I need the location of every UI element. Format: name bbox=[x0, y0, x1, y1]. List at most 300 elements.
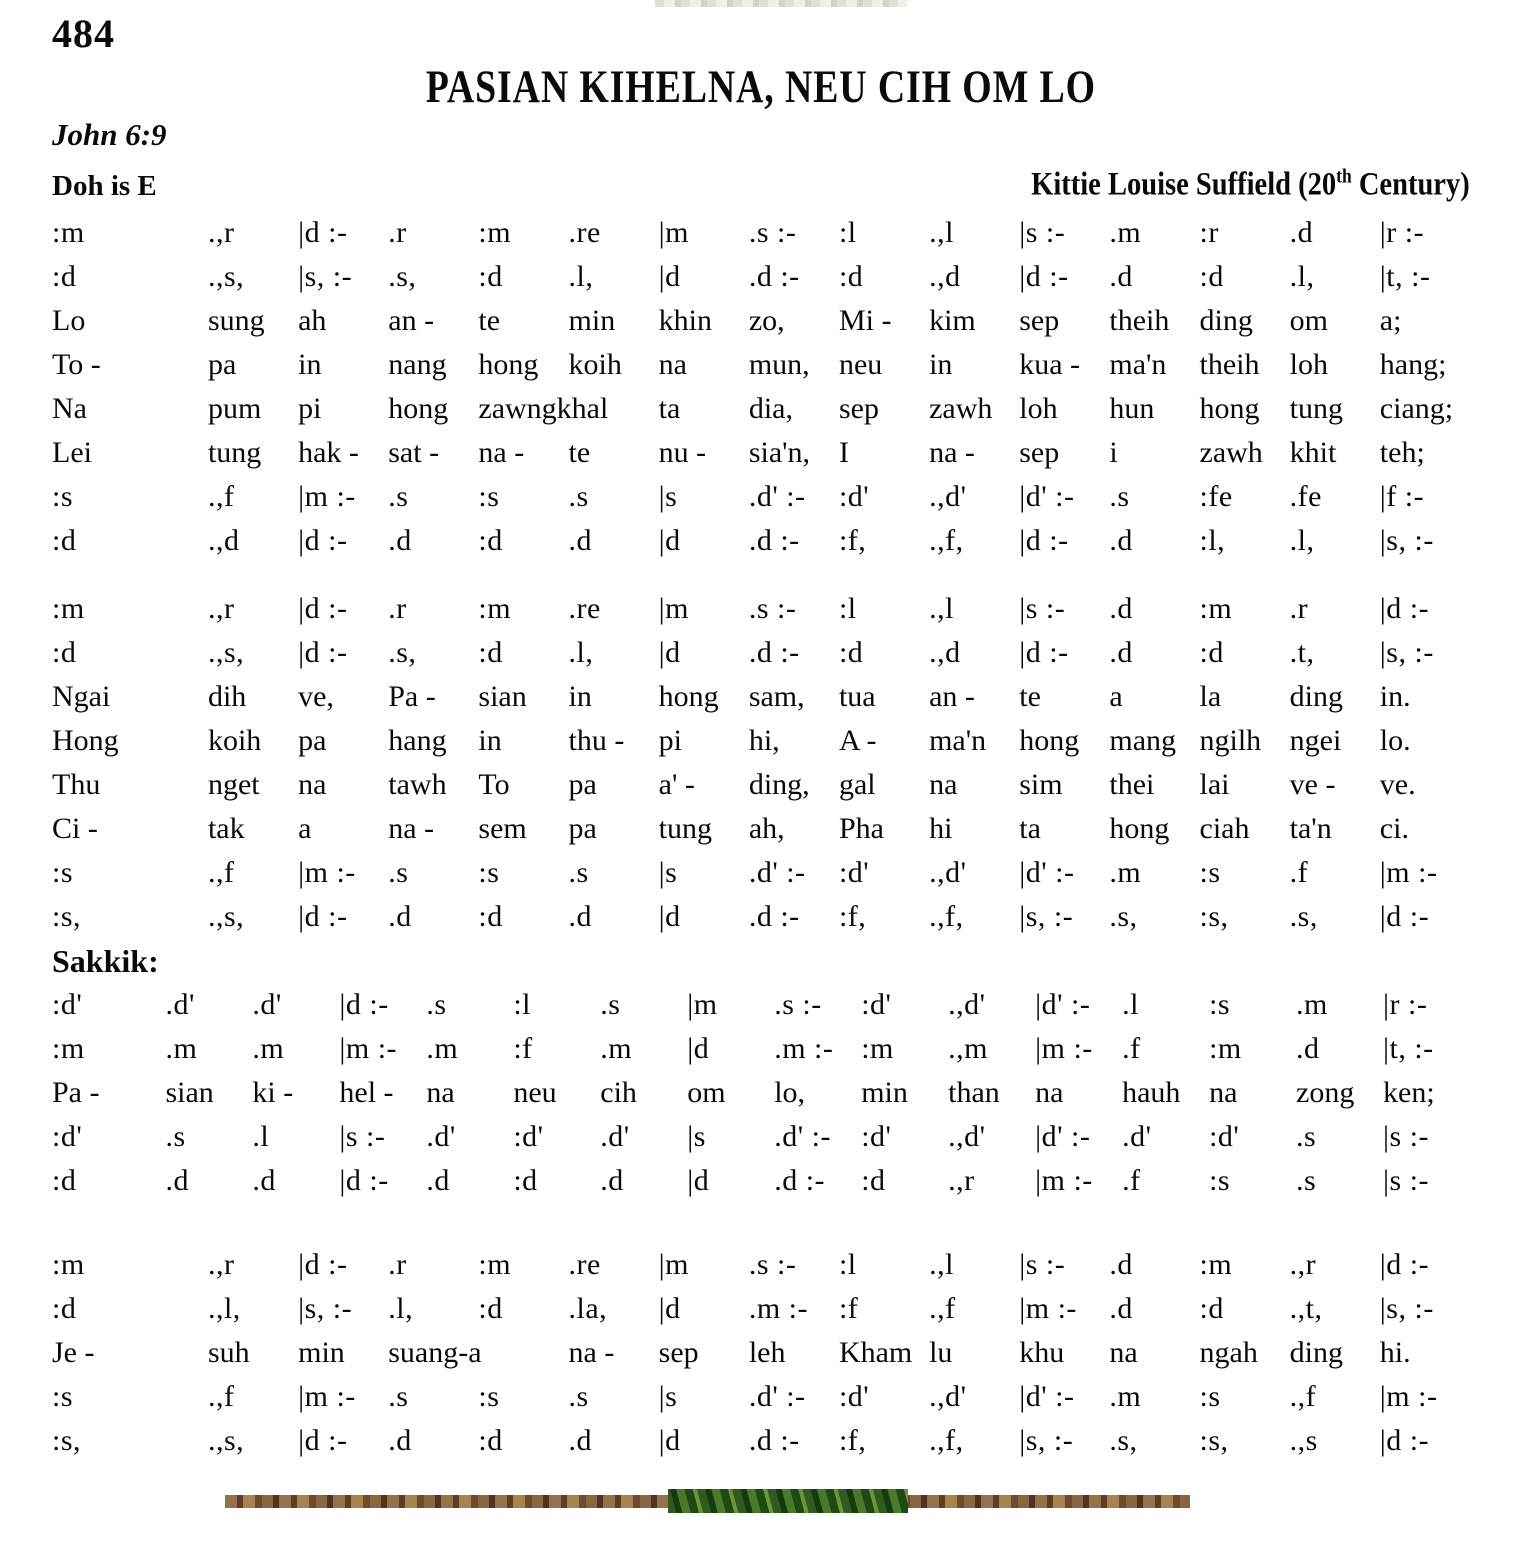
solfa-token: .s bbox=[568, 480, 589, 513]
lyric-syllable: Lei bbox=[52, 436, 92, 469]
solfa-token: |m bbox=[658, 216, 690, 249]
solfa-token: .,s, bbox=[207, 900, 245, 933]
lyric-syllable: an - bbox=[929, 680, 975, 713]
lyric-syllable: loh bbox=[1289, 348, 1328, 381]
solfa-token: .,s, bbox=[207, 1424, 245, 1457]
solfa-token: :fe bbox=[1199, 480, 1233, 513]
lyric-syllable: na - bbox=[388, 812, 435, 845]
solfa-token: |m :- bbox=[1379, 1380, 1438, 1413]
solfa-token: .,l, bbox=[207, 1292, 241, 1325]
lyric-syllable: na bbox=[658, 348, 687, 381]
lyric-syllable: sep bbox=[658, 1336, 699, 1369]
solfa-token: :l bbox=[513, 988, 531, 1021]
lyric-syllable: mun, bbox=[748, 348, 810, 381]
lyric-syllable: khin bbox=[658, 304, 713, 337]
solfa-token: .re bbox=[568, 216, 601, 249]
key-author-line bbox=[52, 161, 1470, 203]
solfa-token: |s bbox=[658, 856, 678, 889]
solfa-token: |s :- bbox=[339, 1120, 386, 1153]
solfa-token: |d :- bbox=[298, 636, 348, 669]
solfa-token: :m bbox=[1199, 592, 1233, 625]
lyric-syllable: hak - bbox=[298, 436, 359, 469]
lyric-syllable: pa bbox=[568, 768, 597, 801]
solfa-token: |d :- bbox=[1379, 900, 1430, 933]
title-line bbox=[52, 63, 1470, 115]
lyric-syllable: na bbox=[1209, 1076, 1238, 1109]
lyric-syllable: te bbox=[568, 436, 591, 469]
solfa-token: .m bbox=[600, 1032, 633, 1065]
solfa-token: |m bbox=[687, 988, 718, 1021]
solfa-token: :d bbox=[52, 1164, 77, 1197]
solfa-token: |d :- bbox=[1019, 524, 1069, 557]
lyric-syllable: Ci - bbox=[52, 812, 98, 845]
solfa-token: .s bbox=[426, 988, 447, 1021]
solfa-token: .s bbox=[1109, 480, 1130, 513]
lyric-syllable: ding, bbox=[748, 768, 810, 801]
lyric-syllable: ma'n bbox=[1109, 348, 1167, 381]
solfa-token: .,d' bbox=[948, 1120, 986, 1153]
lyric-syllable: in bbox=[568, 680, 592, 713]
solfa-token: :d bbox=[1199, 260, 1224, 293]
solfa-token: .d bbox=[388, 1424, 412, 1457]
solfa-token: |d :- bbox=[339, 988, 389, 1021]
score-row-solfa bbox=[52, 255, 1470, 299]
lyric-syllable: mang bbox=[1109, 724, 1177, 757]
solfa-token: .s bbox=[388, 1380, 409, 1413]
solfa-token: |d' :- bbox=[1019, 480, 1075, 513]
solfa-token: |r :- bbox=[1383, 988, 1428, 1021]
solfa-token: :s bbox=[478, 480, 500, 513]
lyric-syllable: thei bbox=[1109, 768, 1155, 801]
score-row-lyric bbox=[52, 299, 1470, 343]
solfa-token: |s :- bbox=[1019, 1248, 1066, 1281]
lyric-syllable: na bbox=[426, 1076, 455, 1109]
solfa-token: |s, :- bbox=[1379, 1292, 1434, 1325]
lyric-syllable: ciah bbox=[1199, 812, 1250, 845]
solfa-token: :m bbox=[52, 592, 85, 625]
lyric-syllable: khit bbox=[1289, 436, 1337, 469]
solfa-token: .d bbox=[568, 900, 593, 933]
lyric-syllable: thu - bbox=[568, 724, 625, 757]
lyric-syllable: pa bbox=[207, 348, 237, 381]
lyric-syllable: koih bbox=[207, 724, 262, 757]
score-row-solfa bbox=[52, 1115, 1470, 1159]
solfa-token: :d' bbox=[838, 480, 870, 513]
solfa-token: .d' :- bbox=[748, 480, 806, 513]
solfa-token: |d' :- bbox=[1035, 988, 1091, 1021]
lyric-syllable: zo, bbox=[748, 304, 785, 337]
solfa-token: .re bbox=[568, 592, 601, 625]
lyric-syllable: te bbox=[1019, 680, 1041, 713]
solfa-token: .,f bbox=[207, 856, 235, 889]
lyric-syllable: in bbox=[298, 348, 322, 381]
lyric-syllable: hong bbox=[1019, 724, 1080, 757]
solfa-token: |d :- bbox=[298, 1248, 348, 1281]
lyric-syllable: Na bbox=[52, 392, 87, 425]
solfa-token: :f, bbox=[838, 1424, 867, 1457]
solfa-token: |m :- bbox=[298, 856, 356, 889]
solfa-token: .,d bbox=[207, 524, 240, 557]
lyric-syllable: pa bbox=[298, 724, 327, 757]
lyric-syllable: a; bbox=[1379, 304, 1402, 337]
score-row-lyric bbox=[52, 719, 1470, 763]
lyric-syllable: neu bbox=[838, 348, 883, 381]
lyric-syllable: ding bbox=[1199, 304, 1253, 337]
lyric-syllable: lo, bbox=[774, 1076, 806, 1109]
lyric-syllable: an - bbox=[388, 304, 435, 337]
solfa-token: .l, bbox=[568, 260, 594, 293]
solfa-token: |f :- bbox=[1379, 480, 1425, 513]
solfa-token: :s bbox=[1209, 988, 1231, 1021]
solfa-token: |s, :- bbox=[1019, 900, 1074, 933]
score-row-solfa bbox=[52, 1419, 1470, 1463]
lyric-syllable: koih bbox=[568, 348, 622, 381]
solfa-token: .d' bbox=[165, 988, 195, 1021]
solfa-token: :s bbox=[478, 1380, 500, 1413]
solfa-token: :d bbox=[478, 524, 503, 557]
lyric-syllable: theih bbox=[1109, 304, 1170, 337]
lyric-syllable: in. bbox=[1379, 680, 1411, 713]
lyric-syllable: in bbox=[929, 348, 953, 381]
solfa-token: |s, :- bbox=[1379, 636, 1434, 669]
score-row-solfa bbox=[52, 211, 1470, 255]
solfa-token: .s :- bbox=[748, 216, 797, 249]
lyric-syllable: ta bbox=[1019, 812, 1041, 845]
solfa-token: .d bbox=[1289, 216, 1314, 249]
lyric-syllable: na bbox=[929, 768, 958, 801]
lyric-syllable: pi bbox=[658, 724, 683, 757]
lyric-syllable: te bbox=[478, 304, 501, 337]
solfa-token: |d bbox=[658, 1292, 681, 1325]
lyric-syllable: ngei bbox=[1289, 724, 1342, 757]
solfa-token: .m bbox=[1296, 988, 1328, 1021]
lyric-syllable: pa bbox=[568, 812, 597, 845]
solfa-token: .,t, bbox=[1289, 1292, 1323, 1325]
lyric-syllable: hang; bbox=[1379, 348, 1447, 381]
score-row-lyric bbox=[52, 387, 1470, 431]
solfa-token: :s bbox=[478, 856, 500, 889]
solfa-token: :r bbox=[1199, 216, 1219, 249]
lyric-syllable: Mi - bbox=[838, 304, 892, 337]
solfa-token: .d bbox=[568, 1424, 593, 1457]
lyric-syllable: zawh bbox=[1199, 436, 1263, 469]
solfa-token: .r bbox=[1289, 592, 1309, 625]
lyric-syllable: Kham bbox=[838, 1336, 913, 1369]
lyric-syllable: cih bbox=[600, 1076, 637, 1109]
lyric-syllable: in bbox=[478, 724, 502, 757]
solfa-token: |s bbox=[687, 1120, 706, 1153]
solfa-token: .,l bbox=[929, 592, 954, 625]
solfa-token: |d :- bbox=[298, 524, 348, 557]
solfa-token: :d bbox=[478, 636, 503, 669]
lyric-syllable: I bbox=[838, 436, 849, 469]
lyric-syllable: suh bbox=[207, 1336, 250, 1369]
solfa-token: .s :- bbox=[748, 592, 797, 625]
lyric-syllable: tung bbox=[1289, 392, 1343, 425]
solfa-token: .,d' bbox=[929, 480, 967, 513]
solfa-token: .s :- bbox=[748, 1248, 797, 1281]
solfa-token: .m bbox=[165, 1032, 198, 1065]
solfa-token: .d bbox=[600, 1164, 624, 1197]
solfa-token: |s, :- bbox=[1019, 1424, 1074, 1457]
solfa-token: :l bbox=[838, 216, 857, 249]
solfa-token: .s, bbox=[388, 636, 417, 669]
solfa-token: |d :- bbox=[298, 216, 348, 249]
solfa-token: .d bbox=[568, 524, 593, 557]
solfa-token: :s bbox=[52, 480, 74, 513]
solfa-token: .,f bbox=[207, 480, 235, 513]
solfa-token: .d bbox=[388, 900, 412, 933]
lyric-syllable: min bbox=[298, 1336, 345, 1369]
solfa-token: |d bbox=[658, 260, 681, 293]
lyric-syllable: zong bbox=[1296, 1076, 1355, 1109]
solfa-token: .,l bbox=[929, 216, 954, 249]
lyric-syllable: a bbox=[1109, 680, 1123, 713]
lyric-syllable: neu bbox=[513, 1076, 557, 1109]
solfa-token: :s, bbox=[52, 900, 82, 933]
score-block-chorus-2 bbox=[52, 1243, 1470, 1463]
lyric-syllable: To bbox=[478, 768, 510, 801]
lyric-syllable: tua bbox=[838, 680, 876, 713]
decorative-border-green-patch bbox=[668, 1489, 908, 1513]
solfa-token: :d' bbox=[513, 1120, 544, 1153]
solfa-token: .,f bbox=[207, 1380, 235, 1413]
solfa-token: :s, bbox=[1199, 900, 1229, 933]
lyric-syllable: gal bbox=[838, 768, 876, 801]
lyric-syllable: sep bbox=[1019, 304, 1060, 337]
solfa-token: :m bbox=[1199, 1248, 1233, 1281]
lyric-syllable: min bbox=[568, 304, 616, 337]
solfa-token: .,f, bbox=[929, 524, 964, 557]
solfa-token: .d bbox=[1296, 1032, 1320, 1065]
solfa-token: :s, bbox=[1199, 1424, 1229, 1457]
lyric-syllable: hong bbox=[1199, 392, 1260, 425]
solfa-token: .,d' bbox=[929, 1380, 967, 1413]
lyric-syllable: hi bbox=[929, 812, 953, 845]
solfa-token: .s, bbox=[1109, 900, 1138, 933]
lyric-syllable: nget bbox=[207, 768, 260, 801]
solfa-token: |s :- bbox=[1019, 216, 1066, 249]
solfa-token: :f bbox=[513, 1032, 533, 1065]
solfa-token: .d bbox=[1109, 636, 1133, 669]
lyric-syllable: hong bbox=[658, 680, 719, 713]
solfa-token: :d bbox=[1199, 1292, 1224, 1325]
solfa-token: |s :- bbox=[1019, 592, 1066, 625]
lyric-syllable: Je - bbox=[52, 1336, 95, 1369]
solfa-token: .m bbox=[426, 1032, 459, 1065]
score-row-lyric bbox=[52, 1071, 1470, 1115]
lyric-syllable: pi bbox=[298, 392, 322, 425]
solfa-token: :s bbox=[1199, 1380, 1221, 1413]
lyric-syllable: na - bbox=[568, 1336, 615, 1369]
top-scan-artifact-strip bbox=[655, 0, 907, 7]
solfa-token: .m bbox=[1109, 216, 1142, 249]
scripture-reference: John 6:9 bbox=[52, 117, 167, 152]
solfa-token: .d bbox=[1109, 1248, 1133, 1281]
lyric-syllable: ta'n bbox=[1289, 812, 1332, 845]
lyric-syllable: ah, bbox=[748, 812, 785, 845]
solfa-token: |d :- bbox=[1379, 1248, 1430, 1281]
score-row-lyric bbox=[52, 343, 1470, 387]
lyric-syllable: kua - bbox=[1019, 348, 1081, 381]
solfa-token: |d :- bbox=[1379, 592, 1430, 625]
lyric-syllable: ding bbox=[1289, 1336, 1343, 1369]
lyric-syllable: sep bbox=[1019, 436, 1060, 469]
lyric-syllable: leh bbox=[748, 1336, 786, 1369]
lyric-syllable: ve - bbox=[1289, 768, 1336, 801]
solfa-token: |s bbox=[658, 1380, 678, 1413]
lyric-syllable: tung bbox=[658, 812, 713, 845]
lyric-syllable: Pa - bbox=[388, 680, 436, 713]
lyric-syllable: sem bbox=[478, 812, 527, 845]
solfa-token: .d bbox=[1109, 524, 1133, 557]
lyric-syllable: khu bbox=[1019, 1336, 1065, 1369]
lyric-syllable: ken; bbox=[1383, 1076, 1435, 1109]
lyric-syllable: sep bbox=[838, 392, 879, 425]
solfa-token: :s, bbox=[52, 1424, 82, 1457]
author-credit bbox=[1031, 165, 1470, 203]
solfa-token: :d' bbox=[52, 988, 83, 1021]
solfa-token: |s, :- bbox=[298, 260, 353, 293]
solfa-token: :l bbox=[838, 592, 857, 625]
lyric-syllable: lo. bbox=[1379, 724, 1411, 757]
solfa-token: |m :- bbox=[298, 480, 356, 513]
hymn-title: PASIAN KIHELNA, NEU CIH OM LO bbox=[425, 62, 1097, 113]
lyric-syllable: To - bbox=[52, 348, 101, 381]
decorative-border bbox=[225, 1489, 1190, 1513]
solfa-token: |m bbox=[658, 592, 690, 625]
solfa-token: .,r bbox=[207, 592, 235, 625]
solfa-token: :s bbox=[52, 1380, 74, 1413]
solfa-token: .l, bbox=[568, 636, 594, 669]
lyric-syllable: sia'n, bbox=[748, 436, 811, 469]
lyric-syllable: sung bbox=[207, 304, 265, 337]
lyric-syllable: ta bbox=[658, 392, 681, 425]
score-row-lyric bbox=[52, 675, 1470, 719]
lyric-syllable: hong bbox=[478, 348, 539, 381]
solfa-token: |d' :- bbox=[1019, 856, 1075, 889]
score-row-solfa bbox=[52, 1243, 1470, 1287]
solfa-token: .,r bbox=[207, 1248, 235, 1281]
solfa-token: |m :- bbox=[1019, 1292, 1077, 1325]
lyric-syllable: hauh bbox=[1122, 1076, 1181, 1109]
solfa-token: .d' bbox=[426, 1120, 456, 1153]
solfa-token: .s bbox=[568, 856, 589, 889]
lyric-syllable: hang bbox=[388, 724, 447, 757]
score-row-lyric bbox=[52, 1331, 1470, 1375]
solfa-token: :d bbox=[52, 636, 77, 669]
solfa-token: |d bbox=[687, 1032, 710, 1065]
lyric-syllable: na - bbox=[929, 436, 975, 469]
solfa-token: |d :- bbox=[298, 1424, 348, 1457]
score-row-solfa bbox=[52, 851, 1470, 895]
lyric-syllable: ngah bbox=[1199, 1336, 1258, 1369]
solfa-token: .,r bbox=[948, 1164, 975, 1197]
solfa-token: .,s, bbox=[207, 636, 245, 669]
chorus-label: Sakkik: bbox=[52, 943, 159, 979]
score-row-solfa bbox=[52, 631, 1470, 675]
lyric-syllable: dia, bbox=[748, 392, 793, 425]
solfa-token: .f bbox=[1122, 1032, 1141, 1065]
solfa-token: |d bbox=[658, 1424, 681, 1457]
lyric-syllable: na bbox=[298, 768, 327, 801]
solfa-token: .d bbox=[426, 1164, 450, 1197]
lyric-syllable: sat - bbox=[388, 436, 440, 469]
solfa-token: |d' :- bbox=[1019, 1380, 1075, 1413]
solfa-token: .,d' bbox=[948, 988, 986, 1021]
lyric-syllable: a bbox=[298, 812, 312, 845]
lyric-syllable: hun bbox=[1109, 392, 1155, 425]
lyric-syllable: ciang; bbox=[1379, 392, 1454, 425]
lyric-syllable: ah bbox=[298, 304, 327, 337]
solfa-token: .r bbox=[388, 1248, 407, 1281]
author-suffix: Century) bbox=[1351, 165, 1470, 202]
score-row-solfa bbox=[52, 1375, 1470, 1419]
solfa-token: .m bbox=[1109, 856, 1142, 889]
score-block-verse-2 bbox=[52, 587, 1470, 939]
solfa-token: .s bbox=[165, 1120, 186, 1153]
score-row-lyric bbox=[52, 431, 1470, 475]
solfa-token: :d bbox=[52, 1292, 77, 1325]
solfa-token: .s bbox=[600, 988, 621, 1021]
solfa-token: :m bbox=[52, 1248, 85, 1281]
page-number: 484 bbox=[52, 11, 115, 56]
solfa-token: .s bbox=[1296, 1120, 1317, 1153]
lyric-syllable: zawh bbox=[929, 392, 993, 425]
solfa-token: :l bbox=[838, 1248, 857, 1281]
solfa-token: .,f bbox=[1289, 1380, 1317, 1413]
solfa-token: :d' bbox=[861, 988, 892, 1021]
score-row-lyric bbox=[52, 807, 1470, 851]
solfa-token: .m :- bbox=[748, 1292, 808, 1325]
lyric-syllable: ding bbox=[1289, 680, 1343, 713]
solfa-token: .d bbox=[165, 1164, 189, 1197]
solfa-token: .t, bbox=[1289, 636, 1315, 669]
author-name: Kittie Louise Suffield (20 bbox=[1031, 165, 1337, 202]
solfa-token: .,r bbox=[207, 216, 235, 249]
solfa-token: .l, bbox=[388, 1292, 414, 1325]
score-row-solfa bbox=[52, 1159, 1470, 1203]
lyric-syllable: zawngkhal bbox=[478, 392, 609, 425]
solfa-token: :d bbox=[478, 260, 503, 293]
lyric-syllable: lai bbox=[1199, 768, 1230, 801]
solfa-token: .s, bbox=[388, 260, 417, 293]
lyric-syllable: sam, bbox=[748, 680, 805, 713]
solfa-token: :m bbox=[861, 1032, 894, 1065]
lyric-syllable: hong bbox=[388, 392, 449, 425]
solfa-token: :d bbox=[478, 1424, 503, 1457]
score-row-lyric bbox=[52, 763, 1470, 807]
solfa-token: |t, :- bbox=[1383, 1032, 1434, 1065]
solfa-token: .r bbox=[388, 216, 407, 249]
solfa-token: .s bbox=[1296, 1164, 1317, 1197]
solfa-token: |s bbox=[658, 480, 678, 513]
lyric-syllable: kim bbox=[929, 304, 976, 337]
solfa-token: .d' :- bbox=[748, 856, 806, 889]
solfa-token: :d' bbox=[838, 856, 870, 889]
solfa-token: .d' bbox=[252, 988, 282, 1021]
solfa-token: |d bbox=[658, 524, 681, 557]
lyric-syllable: nu - bbox=[658, 436, 707, 469]
solfa-token: :d bbox=[1199, 636, 1224, 669]
solfa-token: .l bbox=[1122, 988, 1139, 1021]
solfa-token: .l, bbox=[1289, 260, 1315, 293]
lyric-syllable: om bbox=[687, 1076, 726, 1109]
solfa-token: .d bbox=[1109, 1292, 1133, 1325]
score-row-solfa bbox=[52, 1287, 1470, 1331]
lyric-syllable: ve. bbox=[1379, 768, 1416, 801]
solfa-token: |r :- bbox=[1379, 216, 1425, 249]
